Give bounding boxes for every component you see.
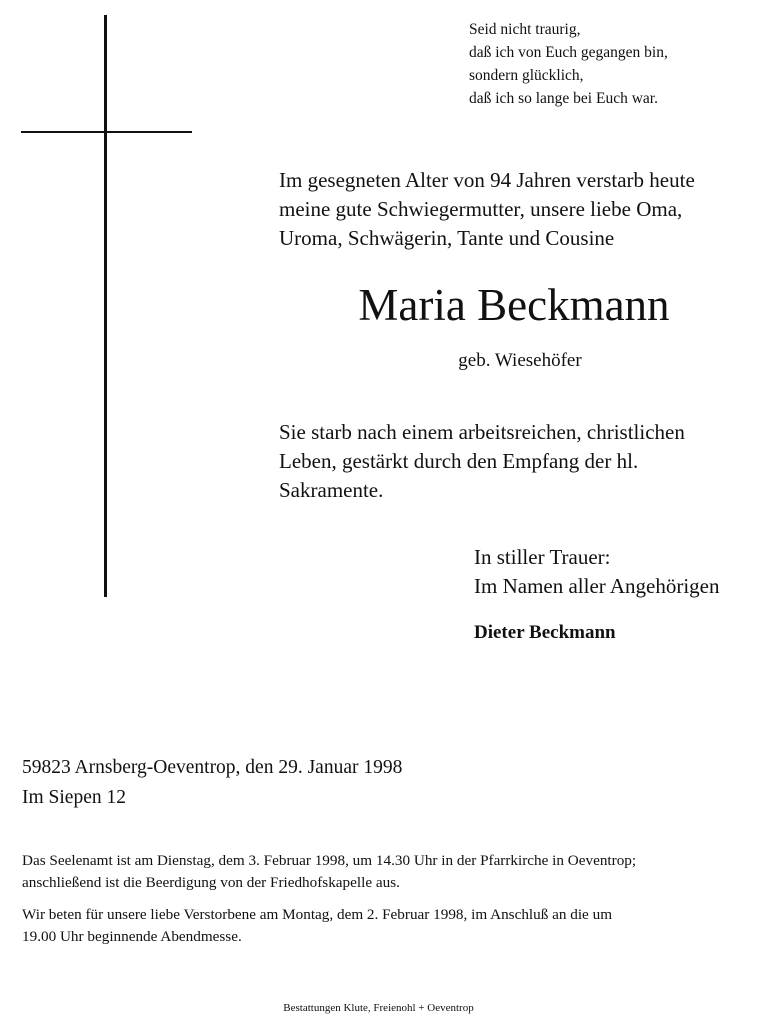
intro-text [279, 166, 749, 253]
prayer-line: 19.00 Uhr beginnende Abendmesse. [22, 928, 242, 945]
place-date: 59823 Arnsberg-Oeventrop, den 29. Januar 1998 [22, 757, 403, 778]
mourning-block [474, 543, 754, 601]
requiem-paragraph [22, 850, 752, 894]
mourning-line: Im Namen aller Angehörigen [474, 574, 720, 598]
life-text-line: Sakramente. [279, 478, 384, 502]
intro-line: Uroma, Schwägerin, Tante und Cousine [279, 226, 615, 250]
prayer-line: Wir beten für unsere liebe Verstorbene am Montag, dem 2. Februar 1998, im Anschluß an die um [22, 906, 613, 923]
street-address: Im Siepen 12 [22, 787, 126, 808]
poem-line: daß ich von Euch gegangen bin, [469, 44, 668, 61]
address-block [22, 753, 722, 813]
life-text-line: Sie starb nach einem arbeitsreichen, christlichen [279, 420, 685, 444]
cross-horizontal-bar [21, 131, 192, 133]
deceased-name: Maria Beckmann [358, 280, 670, 330]
service-info [22, 850, 752, 958]
requiem-line: Das Seelenamt ist am Dienstag, dem 3. Februar 1998, um 14.30 Uhr in der Pfarrkirche in Oeventrop; [22, 852, 637, 869]
poem-line: daß ich so lange bei Euch war. [469, 90, 658, 107]
poem [469, 18, 749, 110]
cross-vertical-bar [104, 15, 107, 597]
maiden-name: geb. Wiesehöfer [458, 350, 582, 371]
requiem-line: anschließend ist die Beerdigung von der Friedhofskapelle aus. [22, 874, 400, 891]
prayer-paragraph [22, 904, 752, 948]
life-text [279, 418, 749, 505]
undertaker-credit: Bestattungen Klute, Freienohl + Oeventrop [283, 1002, 474, 1014]
poem-line: Seid nicht traurig, [469, 21, 581, 38]
life-text-line: Leben, gestärkt durch den Empfang der hl. [279, 449, 639, 473]
signer-name: Dieter Beckmann [474, 622, 616, 643]
intro-line: meine gute Schwiegermutter, unsere liebe Oma, [279, 197, 683, 221]
intro-line: Im gesegneten Alter von 94 Jahren verstarb heute [279, 168, 695, 192]
mourning-line: In stiller Trauer: [474, 545, 611, 569]
poem-line: sondern glücklich, [469, 67, 584, 84]
